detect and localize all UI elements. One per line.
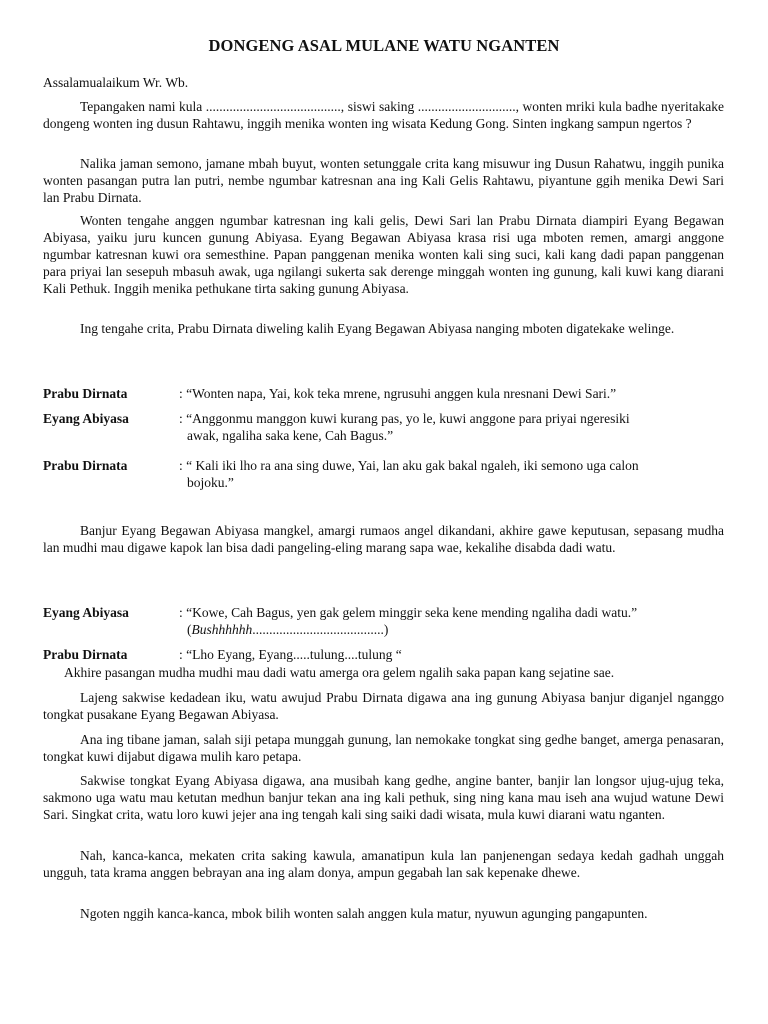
paragraph-story-2: Wonten tengahe anggen ngumbar katresnan ing kali gelis, Dewi Sari lan Prabu Dirnata diampiri Eyang Begawan Abiyasa, yaiku juru kuncen gunung Abiyasa. Eyang Begawan Abiyasa krasa risi uga mboten remen, amargi anggone ngumbar katresnan kuwi ora semesthine. Papan panggenan menika wonten kali sing suci, kali kang dadi papan panggenan para priyai lan sesepuh mbasuh awak, uga ngilangi sukerta sak derenge minggah wonten ing gunung, kali kuwi kang diarani Kali Pethuk. Inggih menika pethukane tirta saking gunung Abiyasa. <box>43 213 724 296</box>
dialogue-text: : “Lho Eyang, Eyang.....tulung....tulung “ <box>179 647 402 662</box>
greeting: Assalamualaikum Wr. Wb. <box>43 75 189 90</box>
dialogue-speaker: Prabu Dirnata <box>43 647 128 662</box>
paragraph-story-4: Banjur Eyang Begawan Abiyasa mangkel, amargi rumaos angel dikandani, akhire gawe keputusan, sepasang mudha lan mudhi mau digawe kapok lan bisa dadi pangeling-eling marang sapa wae, kekalihe disabda dadi watu. <box>43 523 724 555</box>
paragraph-story-1: Nalika jaman semono, jamane mbah buyut, wonten setunggale crita kang misuwur ing Dusun Rahatwu, inggih punika wonten pasangan putra lan putri, nembe ngumbar katresnan ana ing Kali Gelis Rahtawu, piyantune ggih menika Dewi Sari lan Prabu Dirnata. <box>43 156 724 205</box>
dialogue-speaker: Prabu Dirnata <box>43 386 128 401</box>
paragraph-story-3: Ing tengahe crita, Prabu Dirnata diweling kalih Eyang Begawan Abiyasa nanging mboten digatekake welinge. <box>80 321 675 336</box>
paragraph-moral: Nah, kanca-kanca, mekaten crita saking kawula, amanatipun kula lan panjenengan sedaya kedah gadhah unggah ungguh, tata krama anggen bebrayan ana ing alam donya, ampun gegabah lan sak kepenake dhewe. <box>43 848 724 880</box>
dialogue-speaker: Eyang Abiyasa <box>43 411 129 426</box>
dialogue-text-continued: awak, ngaliha saka kene, Cah Bagus.” <box>187 428 394 443</box>
sound-effect: (Bushhhhhh.......................................) <box>187 622 389 637</box>
paragraph-story-5: Akhire pasangan mudha mudhi mau dadi watu amerga ora gelem ngalih saka papan kang sejatine sae. <box>64 665 615 680</box>
dialogue-text-continued: bojoku.” <box>187 475 234 490</box>
dialogue-speaker: Eyang Abiyasa <box>43 605 129 620</box>
paragraph-intro: Tepangaken nami kula ........................................, siswi saking ............................., wonten mriki kula badhe nyeritakake dongeng wonten ing dusun Rahtawu, inggih menika wonten ing wisata Kedung Gong. Sinten ingkang sampun ngertos ? <box>43 99 724 131</box>
paragraph-story-7: Ana ing tibane jaman, salah siji petapa munggah gunung, lan nemokake tongkat sing gedhe banget, amerga penasaran, tongkat kuwi dijabut digawa mulih karo petapa. <box>43 732 724 764</box>
document-title: DONGENG ASAL MULANE WATU NGANTEN <box>208 36 560 55</box>
dialogue-speaker: Prabu Dirnata <box>43 458 128 473</box>
dialogue-text: : “Wonten napa, Yai, kok teka mrene, ngrusuhi anggen kula nresnani Dewi Sari.” <box>179 386 617 401</box>
paragraph-closing: Ngoten nggih kanca-kanca, mbok bilih wonten salah anggen kula matur, nyuwun agunging pangapunten. <box>80 906 648 921</box>
sound-effect-word: Bushhhhhh <box>191 622 253 637</box>
dialogue-text: : “ Kali iki lho ra ana sing duwe, Yai, lan aku gak bakal ngaleh, iki semono uga calon <box>179 458 639 473</box>
dialogue-text: : “Anggonmu manggon kuwi kurang pas, yo le, kuwi anggone para priyai ngeresiki <box>179 411 630 426</box>
paragraph-story-6: Lajeng sakwise kedadean iku, watu awujud Prabu Dirnata digawa ana ing gunung Abiyasa banjur diganjel nganggo tongkat pusakane Eyang Begawan Abiyasa. <box>43 690 724 722</box>
dialogue-text: : “Kowe, Cah Bagus, yen gak gelem minggir seka kene mending ngaliha dadi watu.” <box>179 605 638 620</box>
paragraph-story-8: Sakwise tongkat Eyang Abiyasa digawa, ana musibah kang gedhe, angine banter, banjir lan longsor ujug-ujug teka, sakmono uga watu mau ketutan medhun banjur tekan ana ing kali pethuk, sing ning kana mau iseh ana wujud watune Dewi Sari. Singkat crita, watu loro kuwi jejer ana ing tengah kali sing saiki dadi wisata, mula kuwi diarani watu nganten. <box>43 773 724 822</box>
